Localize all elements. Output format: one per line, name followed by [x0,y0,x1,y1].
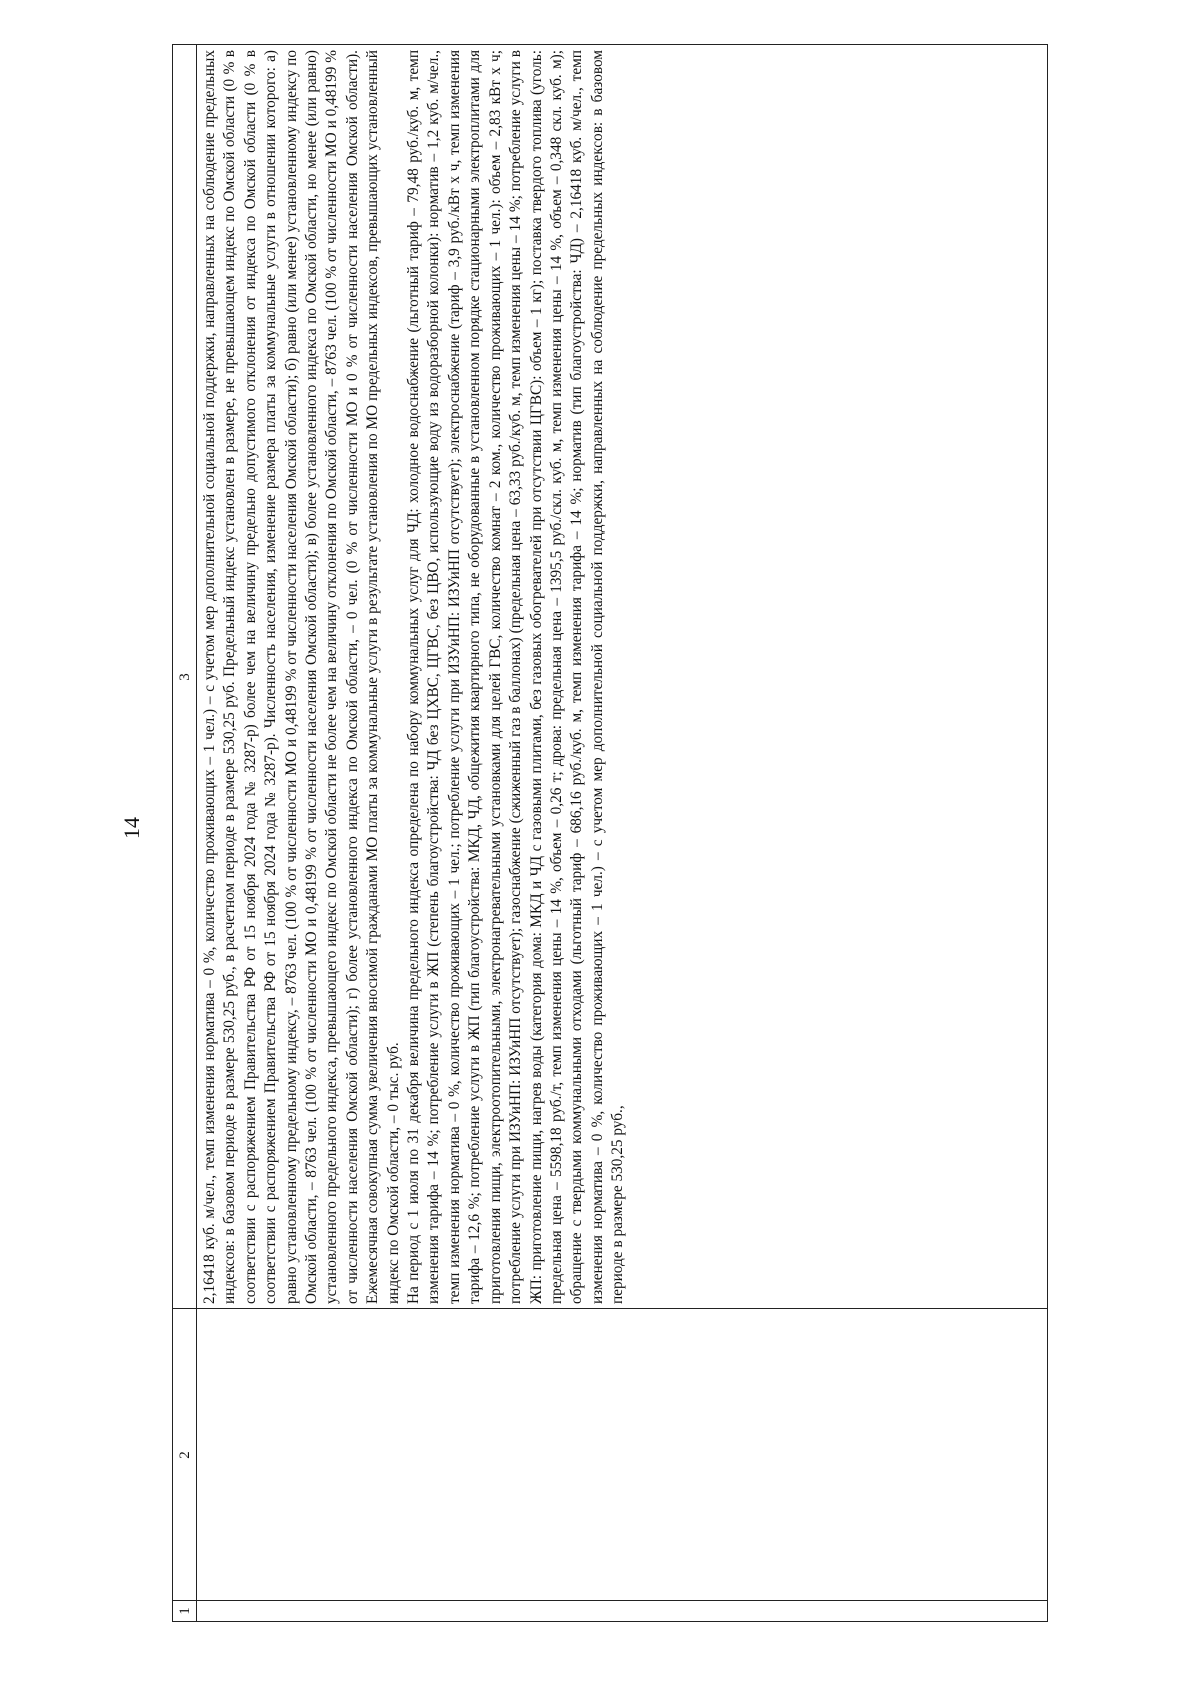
table-cell-text [197,45,1047,1309]
document-table [172,44,1048,1622]
header-cell-3: 3 [177,673,193,681]
paragraph-2: На период с 1 июля по 31 декабря величина предельного индекса определена по набору коммунальных услуг для ЧД: холодное водоснабжение (льготный тариф – 79,48 руб./куб. м, темп изменения тарифа – 14 %; потребление услуги в ЖП (степень благоустройства: ЧД без ЦХВС, ЦГВС, без ЦВО, использующие воду из водоразборной колонки): норматив – 1,2 куб. м/чел., темп изменения норматива – 0 %, количество проживающих – 1 чел.; потребление услуги при ИЗУиНП: ИЗУиНП отсутствует); электроснабжение (тариф – 3,9 руб./кВт х ч, темп изменения тарифа – 12,6 %; потребление услуги в ЖП (тип благоустройства: МКД, ЧД, общежития квартирного типа, не оборудованные в установленном порядке стационарными электроплитами для приготовления пищи, электроотопительными, электронагревательными установками для целей ГВС, количество комнат – 2 ком., количество проживающих – 1 чел.): объем – 2,83 кВт х ч; потребление услуги при ИЗУиНП: ИЗУиНП отсутствует); газоснабжение (сжиженный газ в баллонах) (предельная цена – 63,33 руб./куб. м, темп изменения цены – 14 %; потребление услуги в ЖП: приготовление пищи, нагрев воды (категория дома: МКД и ЧД с газовыми плитами, без газовых обогревателей при отсутствии ЦГВС): объем – 1 кг); поставка твердого топлива (уголь: предельная цена – 5598,18 руб./т, темп изменения цены – 14 %, объем – 0,26 т; дрова: предельная цена – 1395,5 руб./скл. куб. м, темп изменения цены – 14 %, объем – 0,348 скл. куб. м); обращение с твердыми коммунальными отходами (льготный тариф – 686,16 руб./куб. м, темп изменения тарифа – 14 %; норматив (тип благоустройства: ЧД) – 2,16418 куб. м/чел., темп изменения норматива – 0 %, количество проживающих – 1 чел.) – с учетом мер дополнительной социальной поддержки, направленных на соблюдение предельных индексов: в базовом периоде в размере 530,25 руб., [405,50,627,1304]
header-cell-1: 1 [177,1607,193,1615]
paragraph-1: 2,16418 куб. м/чел., темп изменения норматива – 0 %, количество проживающих – 1 чел.) – с учетом мер дополнительной социальной поддержки, направленных на соблюдение предельных индексов: в базовом периоде в размере 530,25 руб., в расчетном периоде в размере 530,25 руб. Предельный индекс установлен в размере, не превышающем индекс по Омской области (0 % в соответствии с распоряжением Правительства РФ от 15 ноября 2024 года № 3287-р) более чем на величину предельно допустимого отклонения от индекса по Омской области (0 % в соответствии с распоряжением Правительства РФ от 15 ноября 2024 года № 3287-р). Численность населения, изменение размера платы за коммунальные услуги в отношении которого: а) равно установленному предельному индексу, – 8763 чел. (100 % от численности МО и 0,48199 % от численности населения Омской области); б) равно (или менее) установленному индексу по Омской области, – 8763 чел. (100 % от численности МО и 0,48199 % от численности населения Омской области); в) более установленного индекса по Омской области, но менее (или равно) установленного предельного индекса, превышающего индекс по Омской области не более чем на величину отклонения по Омской области, – 8763 чел. (100 % от численности МО и 0,48199 % от численности населения Омской области); г) более установленного индекса по Омской области, – 0 чел. (0 % от численности МО и 0 % от численности населения Омской области). Ежемесячная совокупная сумма увеличения вносимой гражданами МО платы за коммунальные услуги в результате установления по МО предельных индексов, превышающих установленный индекс по Омской области, – 0 тыс. руб. [201,50,402,1304]
header-cell-2: 2 [177,1451,193,1459]
table-body-row [197,45,1047,1621]
table-header-row [173,45,197,1621]
page-number: 14 [119,817,144,839]
